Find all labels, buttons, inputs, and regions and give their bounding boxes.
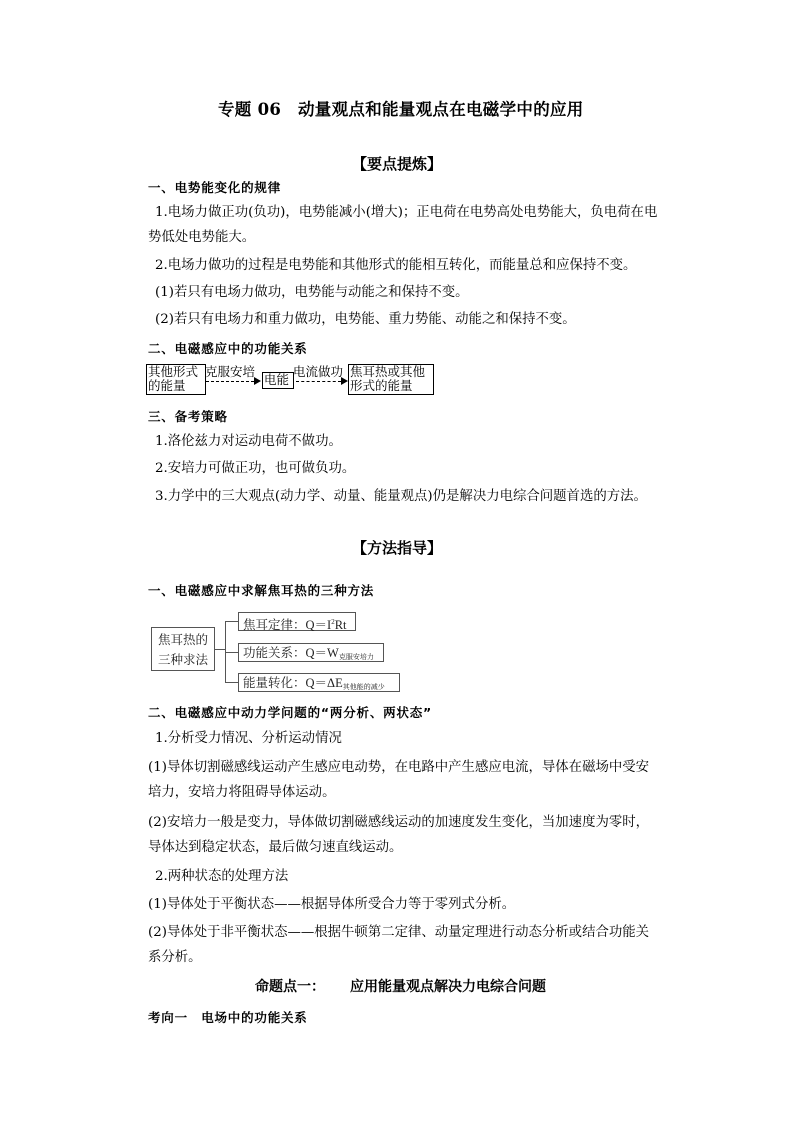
tree-root-box — [151, 627, 215, 671]
paragraph-line: 培力，安培力将阻碍导体运动。 — [148, 785, 336, 800]
topic-label: 命题点一： — [255, 979, 325, 995]
branch-text: Rt — [334, 618, 347, 632]
tree-branch-energy-conversion — [238, 673, 400, 692]
heading-em-induction-energy: 二、电磁感应中的功能关系 — [148, 341, 308, 356]
paragraph-line: (1)导体处于平衡状态——根据导体所受合力等于零列式分析。 — [148, 897, 516, 912]
arrow-head-icon — [341, 377, 348, 385]
heading-strategy: 三、备考策略 — [148, 409, 228, 424]
dashed-arrow-line — [206, 381, 254, 382]
connector-line — [225, 652, 238, 653]
tree-branch-work-energy — [238, 643, 384, 662]
dashed-arrow-line — [296, 381, 341, 382]
section-heading-key-points: 【要点提炼】 — [351, 155, 442, 173]
arrow-head-icon — [254, 377, 261, 385]
flow-box-label: 形式的能量 — [350, 378, 413, 393]
flow-box-joule-heat — [348, 364, 434, 395]
flow-box-electric-energy: 电能 — [262, 372, 294, 389]
paragraph-line: (2)安培力一般是变力，导体做切割磁感线运动的加速度发生变化，当加速度为零时， — [148, 815, 650, 830]
paragraph-line: 1.分析受力情况、分析运动情况 — [155, 731, 342, 746]
direction-heading: 考向一 电场中的功能关系 — [148, 1010, 308, 1025]
subscript: 其他能的减少 — [342, 683, 385, 691]
tree-root-label: 焦耳热的 — [157, 633, 208, 647]
superscript: 2 — [331, 618, 335, 626]
flow-box-label: 焦耳热或其他 — [350, 364, 426, 379]
paragraph-line: 2.安培力可做正功，也可做负功。 — [155, 461, 356, 476]
paragraph-line: 系分析。 — [148, 950, 202, 965]
paragraph-line: (2)若只有电场力和重力做功，电势能、重力势能、动能之和保持不变。 — [155, 312, 576, 327]
flow-arrow-label: 电流做功 — [293, 364, 344, 379]
paragraph-line: 导体达到稳定状态，最后做匀速直线运动。 — [148, 840, 403, 855]
flow-box-label: 的能量 — [148, 378, 186, 393]
connector-line — [225, 621, 238, 622]
connector-line — [215, 649, 225, 650]
paragraph-line: (1)导体切割磁感线运动产生感应电动势，在电路中产生感应电流，导体在磁场中受安 — [148, 760, 650, 775]
branch-text: 能量转化：Q＝ΔE — [243, 676, 343, 690]
paragraph-line: 2.两种状态的处理方法 — [155, 869, 289, 884]
subscript: 克服安培力 — [338, 653, 374, 661]
paragraph-line: 1.电场力做正功(负功)，电势能减小(增大)；正电荷在电势高处电势能大，负电荷在电 — [155, 205, 658, 220]
page-title: 专题 06 动量观点和能量观点在电磁学中的应用 — [218, 100, 584, 119]
paragraph-line: (2)导体处于非平衡状态——根据牛顿第二定律、动量定理进行动态分析或结合功能关 — [148, 925, 650, 940]
section-heading-methods: 【方法指导】 — [351, 539, 442, 557]
paragraph-line: 势低处电势能大。 — [148, 230, 256, 245]
topic-title: 应用能量观点解决力电综合问题 — [350, 979, 546, 995]
paragraph-line: 3.力学中的三大观点(动力学、动量、能量观点)仍是解决力电综合问题首选的方法。 — [155, 489, 647, 504]
connector-line — [225, 682, 238, 683]
heading-two-analyses: 二、电磁感应中动力学问题的“两分析、两状态” — [148, 705, 433, 720]
heading-potential-energy: 一、电势能变化的规律 — [148, 180, 282, 195]
flow-box-other-energy — [146, 364, 206, 395]
tree-root-label: 三种求法 — [157, 653, 208, 667]
branch-text: 功能关系：Q＝W — [243, 646, 339, 660]
paragraph-line: 1.洛伦兹力对运动电荷不做功。 — [155, 434, 342, 449]
branch-text: 焦耳定律：Q＝I — [243, 618, 332, 632]
tree-branch-joule-law — [238, 612, 356, 631]
flow-box-label: 其他形式 — [148, 364, 199, 379]
paragraph-line: (1)若只有电场力做功，电势能与动能之和保持不变。 — [155, 285, 469, 300]
flow-arrow-label: 克服安培 — [205, 364, 256, 379]
heading-joule-heat-methods: 一、电磁感应中求解焦耳热的三种方法 — [148, 583, 375, 598]
paragraph-line: 2.电场力做功的过程是电势能和其他形式的能相互转化，而能量总和应保持不变。 — [155, 258, 637, 273]
